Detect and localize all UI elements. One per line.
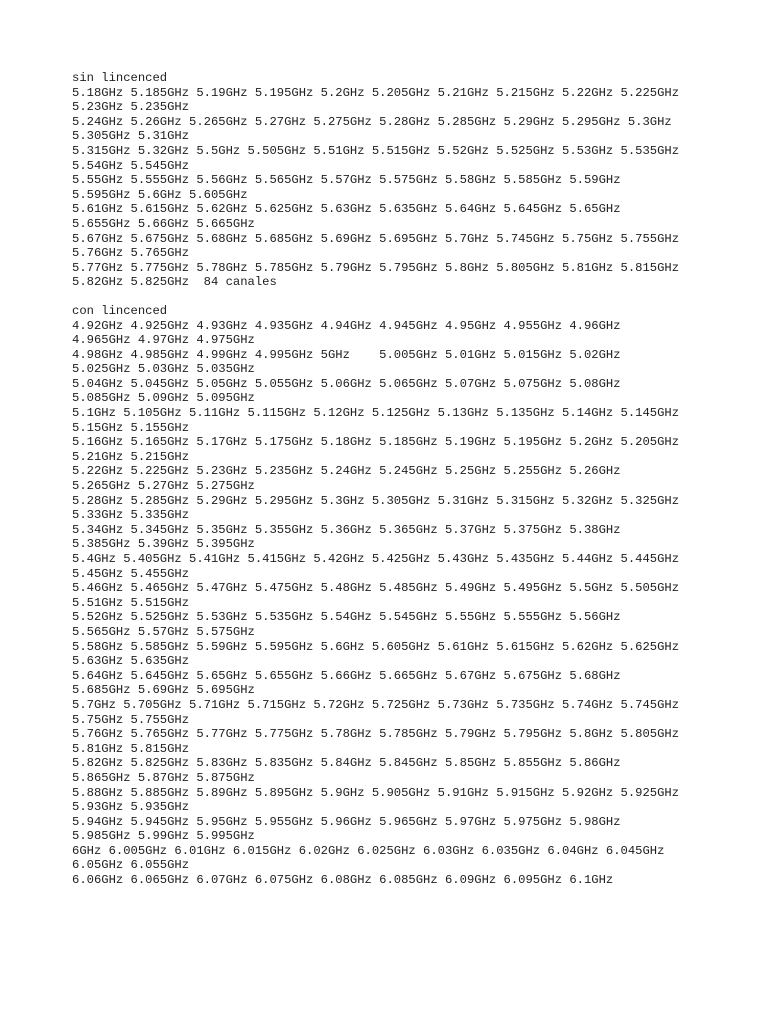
frequency-line: 5.16GHz 5.165GHz 5.17GHz 5.175GHz 5.18GHz 5.185GHz 5.19GHz 5.195GHz 5.2GHz 5.205GHz <box>72 435 680 450</box>
section-divider <box>72 290 732 304</box>
frequency-line: 5.28GHz 5.285GHz 5.29GHz 5.295GHz 5.3GHz 5.305GHz 5.31GHz 5.315GHz 5.32GHz 5.325GHz <box>72 493 680 508</box>
frequency-line: 5.88GHz 5.885GHz 5.89GHz 5.895GHz 5.9GHz 5.905GHz 5.91GHz 5.915GHz 5.92GHz 5.925GHz <box>72 785 680 800</box>
frequency-line: 5.04GHz 5.045GHz 5.05GHz 5.055GHz 5.06GHz 5.065GHz 5.07GHz 5.075GHz 5.08GHz <box>72 376 621 391</box>
frequency-line: 5.82GHz 5.825GHz 5.83GHz 5.835GHz 5.84GHz 5.845GHz 5.85GHz 5.855GHz 5.86GHz <box>72 756 621 771</box>
frequency-line: 5.64GHz 5.645GHz 5.65GHz 5.655GHz 5.66GHz 5.665GHz 5.67GHz 5.675GHz 5.68GHz <box>72 668 621 683</box>
frequency-line: 5.305GHz 5.31GHz <box>72 129 190 144</box>
frequency-line: 5.685GHz 5.69GHz 5.695GHz <box>72 683 255 698</box>
frequency-line: 5.15GHz 5.155GHz <box>72 420 190 435</box>
frequency-line: 5.51GHz 5.515GHz <box>72 595 190 610</box>
frequency-line: 5.025GHz 5.03GHz 5.035GHz <box>72 362 255 377</box>
frequency-line: 5.265GHz 5.27GHz 5.275GHz <box>72 479 255 494</box>
frequency-line: 6GHz 6.005GHz 6.01GHz 6.015GHz 6.02GHz 6.025GHz 6.03GHz 6.035GHz 6.04GHz 6.045GHz <box>72 843 665 858</box>
frequency-line: 5.385GHz 5.39GHz 5.395GHz <box>72 537 255 552</box>
frequency-line: 5.82GHz 5.825GHz 84 canales <box>72 275 277 290</box>
frequency-line: 5.81GHz 5.815GHz <box>72 741 190 756</box>
frequency-line: 5.61GHz 5.615GHz 5.62GHz 5.625GHz 5.63GHz 5.635GHz 5.64GHz 5.645GHz 5.65GHz <box>72 202 621 217</box>
frequency-line: 6.06GHz 6.065GHz 6.07GHz 6.075GHz 6.08GHz 6.085GHz 6.09GHz 6.095GHz 6.1GHz <box>72 873 614 888</box>
frequency-line: 5.67GHz 5.675GHz 5.68GHz 5.685GHz 5.69GHz 5.695GHz 5.7GHz 5.745GHz 5.75GHz 5.755GHz <box>72 231 680 246</box>
frequency-line: 5.865GHz 5.87GHz 5.875GHz <box>72 770 255 785</box>
frequency-line: 5.55GHz 5.555GHz 5.56GHz 5.565GHz 5.57GHz 5.575GHz 5.58GHz 5.585GHz 5.59GHz <box>72 173 621 188</box>
frequency-line: 5.76GHz 5.765GHz <box>72 246 190 261</box>
frequency-line: 5.22GHz 5.225GHz 5.23GHz 5.235GHz 5.24GHz 5.245GHz 5.25GHz 5.255GHz 5.26GHz <box>72 464 621 479</box>
frequency-line: 5.7GHz 5.705GHz 5.71GHz 5.715GHz 5.72GHz 5.725GHz 5.73GHz 5.735GHz 5.74GHz 5.745GHz <box>72 697 680 712</box>
frequency-line: 5.76GHz 5.765GHz 5.77GHz 5.775GHz 5.78GHz 5.785GHz 5.79GHz 5.795GHz 5.8GHz 5.805GHz <box>72 727 680 742</box>
frequency-line: 5.1GHz 5.105GHz 5.11GHz 5.115GHz 5.12GHz 5.125GHz 5.13GHz 5.135GHz 5.14GHz 5.145GHz <box>72 406 680 421</box>
frequency-line: 5.45GHz 5.455GHz <box>72 566 190 581</box>
frequency-line: 5.46GHz 5.465GHz 5.47GHz 5.475GHz 5.48GHz 5.485GHz 5.49GHz 5.495GHz 5.5GHz 5.505GHz <box>72 581 680 596</box>
frequency-line: 5.52GHz 5.525GHz 5.53GHz 5.535GHz 5.54GHz 5.545GHz 5.55GHz 5.555GHz 5.56GHz <box>72 610 621 625</box>
frequency-line: 5.94GHz 5.945GHz 5.95GHz 5.955GHz 5.96GHz 5.965GHz 5.97GHz 5.975GHz 5.98GHz <box>72 814 621 829</box>
frequency-line: 5.63GHz 5.635GHz <box>72 654 190 669</box>
frequency-line: 4.965GHz 4.97GHz 4.975GHz <box>72 333 255 348</box>
frequency-line: 5.655GHz 5.66GHz 5.665GHz <box>72 216 255 231</box>
frequency-line: 4.98GHz 4.985GHz 4.99GHz 4.995GHz 5GHz 5.005GHz 5.01GHz 5.015GHz 5.02GHz <box>72 347 621 362</box>
frequency-line: 5.23GHz 5.235GHz <box>72 100 190 115</box>
frequency-line: 5.18GHz 5.185GHz 5.19GHz 5.195GHz 5.2GHz 5.205GHz 5.21GHz 5.215GHz 5.22GHz 5.225GHz <box>72 85 680 100</box>
frequency-line: 5.985GHz 5.99GHz 5.995GHz <box>72 829 255 844</box>
frequency-line: 5.33GHz 5.335GHz <box>72 508 190 523</box>
document-page <box>72 71 732 888</box>
frequency-line: 5.77GHz 5.775GHz 5.78GHz 5.785GHz 5.79GHz 5.795GHz 5.8GHz 5.805GHz 5.81GHz 5.815GHz <box>72 260 680 275</box>
frequency-line: 5.58GHz 5.585GHz 5.59GHz 5.595GHz 5.6GHz 5.605GHz 5.61GHz 5.615GHz 5.62GHz 5.625GHz <box>72 639 680 654</box>
frequency-list <box>72 319 732 888</box>
frequency-line: 5.315GHz 5.32GHz 5.5GHz 5.505GHz 5.51GHz 5.515GHz 5.52GHz 5.525GHz 5.53GHz 5.535GHz <box>72 143 680 158</box>
frequency-line: 5.085GHz 5.09GHz 5.095GHz <box>72 391 255 406</box>
section-unlicensed <box>72 71 732 290</box>
frequency-line: 6.05GHz 6.055GHz <box>72 858 190 873</box>
frequency-line: 5.75GHz 5.755GHz <box>72 712 190 727</box>
frequency-line: 5.54GHz 5.545GHz <box>72 158 190 173</box>
frequency-line: 4.92GHz 4.925GHz 4.93GHz 4.935GHz 4.94GHz 4.945GHz 4.95GHz 4.955GHz 4.96GHz <box>72 318 621 333</box>
frequency-line: 5.34GHz 5.345GHz 5.35GHz 5.355GHz 5.36GHz 5.365GHz 5.37GHz 5.375GHz 5.38GHz <box>72 522 621 537</box>
frequency-line: 5.21GHz 5.215GHz <box>72 449 190 464</box>
frequency-list <box>72 86 732 290</box>
frequency-line: 5.565GHz 5.57GHz 5.575GHz <box>72 624 255 639</box>
frequency-line: 5.24GHz 5.26GHz 5.265GHz 5.27GHz 5.275GHz 5.28GHz 5.285GHz 5.29GHz 5.295GHz 5.3GHz <box>72 114 672 129</box>
section-heading: sin lincenced <box>72 71 168 85</box>
frequency-line: 5.4GHz 5.405GHz 5.41GHz 5.415GHz 5.42GHz 5.425GHz 5.43GHz 5.435GHz 5.44GHz 5.445GHz <box>72 552 680 566</box>
section-heading: con lincenced <box>72 303 168 318</box>
section-licensed <box>72 304 732 888</box>
frequency-line: 5.93GHz 5.935GHz <box>72 800 190 815</box>
frequency-line: 5.595GHz 5.6GHz 5.605GHz <box>72 187 248 202</box>
